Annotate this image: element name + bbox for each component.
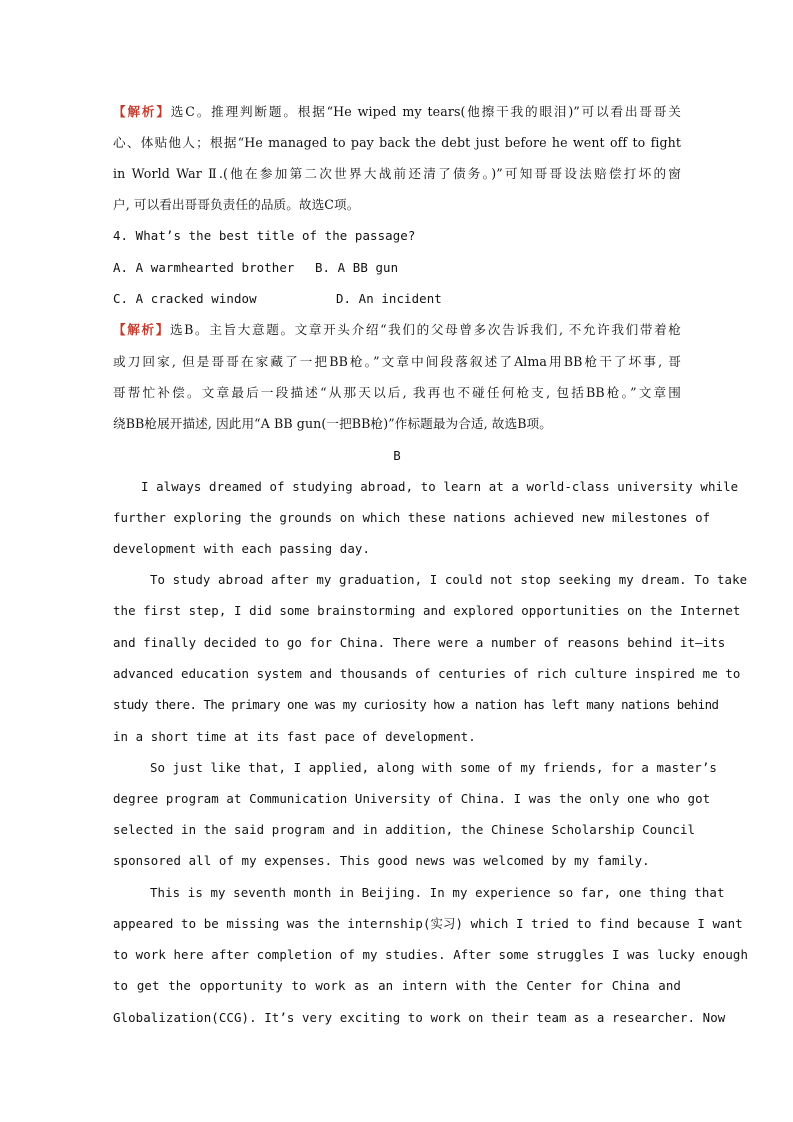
analysis-3-line-1: 【解析】选C。推理判断题。根据“He wiped my tears(他擦干我的眼泪)”可以看出哥哥关 [113,104,681,119]
analysis-tag: 【解析】 [113,104,171,119]
passage-line: further exploring the grounds on which these nations achieved new milestones of [113,510,711,525]
analysis-4-line-3: 哥帮忙补偿。文章最后一段描述“从那天以后, 我再也不碰任何枪支, 包括BB枪。”文章围 [113,385,681,400]
passage-line: development with each passing day. [113,541,371,556]
option-b: B. A BB gun [315,260,399,275]
passage-line: So just like that, I applied, along with some of my friends, for a master’s [150,760,717,775]
analysis-tag: 【解析】 [113,322,170,337]
passage-line: advanced education system and thousands of centuries of rich culture inspired me to [113,666,741,681]
passage-line: in a short time at its fast pace of development. [113,729,476,744]
passage-line: selected in the said program and in addition, the Chinese Scholarship Council [113,822,696,837]
passage-line: appeared to be missing was the internship(实习) which I tried to find because I want [113,916,743,931]
passage-line: and finally decided to go for China. There were a number of reasons behind it—its [113,635,726,650]
option-a: A. A warmhearted brother [113,260,295,275]
analysis-4-line-1: 【解析】选B。主旨大意题。文章开头介绍“我们的父母曾多次告诉我们, 不允许我们带着枪 [113,322,682,337]
analysis-4-line-4: 绕BB枪展开描述, 因此用“A BB gun(一把BB枪)”作标题最为合适, 故选B项。 [113,416,552,431]
passage-line: Globalization(CCG). It’s very exciting to work on their team as a researcher. Now [113,1010,726,1025]
question-4-stem: 4. What’s the best title of the passage? [113,228,416,243]
passage-line: sponsored all of my expenses. This good news was welcomed by my family. [113,853,650,868]
passage-line: to get the opportunity to work as an intern with the Center for China and [113,978,681,993]
analysis-3-line-4: 户, 可以看出哥哥负责任的品质。故选C项。 [113,197,360,212]
passage-line: to work here after completion of my studies. After some struggles I was lucky enough [113,947,749,962]
analysis-3-line-3: in World War Ⅱ.(他在参加第二次世界大战前还清了债务。)”可知哥哥设法赔偿打坏的窗 [113,166,681,181]
passage-line: the first step, I did some brainstorming and explored opportunities on the Internet [113,603,741,618]
analysis-4-line-2: 或刀回家, 但是哥哥在家藏了一把BB枪。”文章中间段落叙述了Alma用BB枪干了坏事, 哥 [113,354,681,369]
passage-line: This is my seventh month in Beijing. In my experience so far, one thing that [150,885,725,900]
section-heading: B [393,448,401,463]
passage-line: degree program at Communication University of China. I was the only one who got [113,791,711,806]
option-c: C. A cracked window [113,291,257,306]
option-d: D. An incident [336,291,442,306]
passage-line: I always dreamed of studying abroad, to learn at a world-class university while [141,479,739,494]
passage-line: To study abroad after my graduation, I could not stop seeking my dream. To take [150,572,748,587]
passage-line: study there. The primary one was my curiosity how a nation has left many nations behind [113,697,719,712]
analysis-3-line-2: 心、体贴他人；根据“He managed to pay back the debt just before he went off to fight [113,135,681,150]
